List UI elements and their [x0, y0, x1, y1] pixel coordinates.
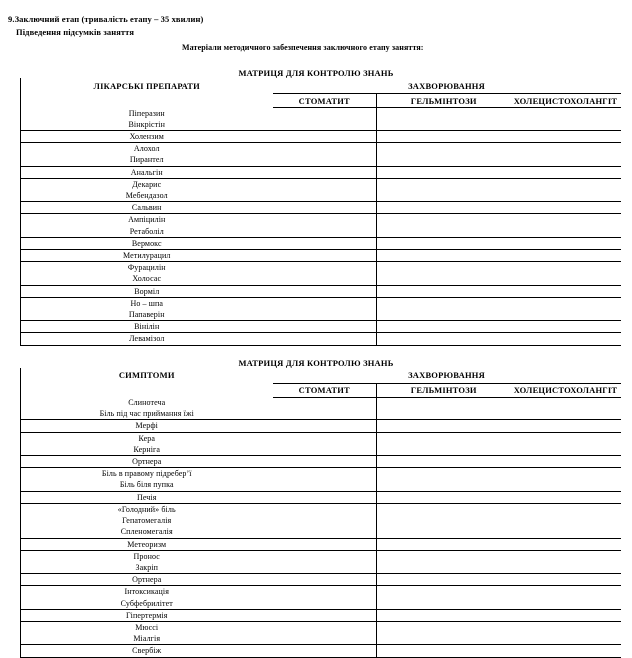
- symptoms-column-header-1: СТОМАТИТ: [273, 383, 377, 397]
- symptoms-group-header-label: ЗАХВОРЮВАННЯ: [273, 368, 621, 384]
- drugs-item-cell: [21, 166, 273, 178]
- symptoms-answer-cell-3[interactable]: [511, 456, 621, 468]
- table-row: [21, 321, 621, 333]
- symptoms-item-label: Пронос: [133, 551, 160, 561]
- table-row: [21, 202, 621, 214]
- drugs-item-label: Алохол: [133, 144, 160, 154]
- symptoms-item-label: Ортнера: [132, 457, 162, 467]
- symptoms-answer-cell-1[interactable]: [273, 420, 377, 432]
- table-row: [21, 432, 621, 455]
- drugs-item-label: Сальвин: [131, 203, 162, 213]
- table-row: [21, 333, 621, 345]
- symptoms-matrix-body: [21, 368, 621, 657]
- symptoms-answer-cell-3[interactable]: [511, 609, 621, 621]
- symptoms-answer-cell-3[interactable]: [511, 645, 621, 657]
- symptoms-item-label: Біль біля пупка: [119, 480, 174, 490]
- drugs-column-header-3: ХОЛЕЦИСТОХОЛАНГІТ: [511, 94, 621, 108]
- symptoms-answer-cell-3[interactable]: [511, 586, 621, 609]
- symptoms-column-header-3: ХОЛЕЦИСТОХОЛАНГІТ: [511, 383, 621, 397]
- drugs-item-label: Но – шпа: [130, 298, 164, 308]
- symptoms-answer-cell-2[interactable]: [377, 574, 511, 586]
- drugs-answer-cell-3[interactable]: [511, 178, 621, 201]
- drugs-answer-cell-2[interactable]: [377, 178, 511, 201]
- symptoms-header-row-top: [21, 368, 621, 384]
- drugs-answer-cell-1[interactable]: [273, 249, 377, 261]
- symptoms-answer-cell-1[interactable]: [273, 621, 377, 644]
- drugs-item-label: Ретаболіл: [129, 226, 164, 236]
- symptoms-item-label: «Голодний» біль: [117, 504, 176, 514]
- drugs-answer-cell-3[interactable]: [511, 214, 621, 237]
- symptoms-item-cell: [21, 574, 273, 586]
- drugs-column-header-2: ГЕЛЬМІНТОЗИ: [377, 94, 511, 108]
- table-row: [21, 491, 621, 503]
- symptoms-item-cell: [21, 397, 273, 420]
- drugs-item-label: Левамізол: [129, 334, 165, 344]
- table-row: [21, 130, 621, 142]
- symptoms-item-label: Спленомегалія: [120, 527, 173, 537]
- drugs-answer-cell-3[interactable]: [511, 321, 621, 333]
- symptoms-answer-cell-1[interactable]: [273, 456, 377, 468]
- table-row: [21, 237, 621, 249]
- symptoms-answer-cell-3[interactable]: [511, 468, 621, 491]
- symptoms-answer-cell-1[interactable]: [273, 468, 377, 491]
- symptoms-item-label: Міалгія: [133, 634, 161, 644]
- table-row: [21, 550, 621, 573]
- symptoms-answer-cell-1[interactable]: [273, 645, 377, 657]
- drugs-answer-cell-1[interactable]: [273, 178, 377, 201]
- drugs-header-corner-cell: [21, 94, 273, 108]
- symptoms-answer-cell-2[interactable]: [377, 645, 511, 657]
- symptoms-item-label: Біль в правому підребер’ї: [101, 469, 192, 479]
- symptoms-item-label: Кера: [138, 433, 156, 443]
- subheading-lesson-summary: Підведення підсумків заняття: [16, 27, 135, 37]
- drugs-item-cell: [21, 262, 273, 285]
- table-row: [21, 166, 621, 178]
- symptoms-header-row-columns: [21, 383, 621, 397]
- table-row: [21, 214, 621, 237]
- symptoms-item-label: Ортнера: [132, 575, 162, 585]
- drugs-item-label: Декарис: [132, 179, 162, 189]
- drugs-item-label: Ампіцилін: [128, 215, 166, 225]
- symptoms-matrix-table: [20, 368, 621, 658]
- symptoms-item-cell: [21, 432, 273, 455]
- symptoms-answer-cell-1[interactable]: [273, 609, 377, 621]
- symptoms-item-label: Мюссі: [135, 622, 159, 632]
- subheading-methodical-materials: Матеріали методичного забезпечення заключного етапу заняття:: [182, 43, 424, 52]
- symptoms-item-cell: [21, 609, 273, 621]
- matrix-title-symptoms: МАТРИЦЯ ДЛЯ КОНТРОЛЮ ЗНАНЬ: [238, 357, 394, 368]
- drugs-answer-cell-1[interactable]: [273, 262, 377, 285]
- drugs-answer-cell-1[interactable]: [273, 108, 377, 131]
- drugs-item-label: Вінілін: [134, 322, 160, 332]
- symptoms-item-cell: [21, 586, 273, 609]
- drugs-answer-cell-2[interactable]: [377, 202, 511, 214]
- drugs-item-cell: [21, 108, 273, 131]
- drugs-answer-cell-2[interactable]: [377, 237, 511, 249]
- symptoms-answer-cell-1[interactable]: [273, 550, 377, 573]
- drugs-item-label: Холензим: [129, 131, 164, 141]
- drugs-header-row-columns: [21, 94, 621, 108]
- table-row: [21, 645, 621, 657]
- drugs-item-cell: [21, 285, 273, 297]
- drugs-answer-cell-3[interactable]: [511, 166, 621, 178]
- drugs-answer-cell-3[interactable]: [511, 130, 621, 142]
- symptoms-answer-cell-1[interactable]: [273, 538, 377, 550]
- table-row: [21, 538, 621, 550]
- drugs-matrix-body: [21, 78, 621, 345]
- drugs-answer-cell-3[interactable]: [511, 285, 621, 297]
- symptoms-answer-cell-2[interactable]: [377, 586, 511, 609]
- drugs-answer-cell-2[interactable]: [377, 143, 511, 166]
- symptoms-answer-cell-2[interactable]: [377, 621, 511, 644]
- drugs-matrix-table: [20, 78, 621, 346]
- drugs-item-label: Пирантел: [129, 155, 164, 165]
- drugs-item-cell: [21, 237, 273, 249]
- table-row: [21, 609, 621, 621]
- symptoms-item-label: Керніга: [133, 444, 161, 454]
- symptoms-answer-cell-2[interactable]: [377, 609, 511, 621]
- drugs-item-cell: [21, 202, 273, 214]
- drugs-answer-cell-2[interactable]: [377, 285, 511, 297]
- table-row: [21, 586, 621, 609]
- symptoms-item-cell: [21, 491, 273, 503]
- symptoms-answer-cell-2[interactable]: [377, 503, 511, 538]
- drugs-item-label: Анальгін: [130, 167, 163, 177]
- drugs-column-header-1: СТОМАТИТ: [273, 94, 377, 108]
- symptoms-item-label: Метеоризм: [127, 539, 167, 549]
- drugs-answer-cell-2[interactable]: [377, 249, 511, 261]
- table-row: [21, 262, 621, 285]
- drugs-answer-cell-2[interactable]: [377, 214, 511, 237]
- section-heading-final-stage: 9.Заключний етап (тривалість етапу – 35 хвилин): [8, 14, 204, 24]
- knowledge-matrix-symptoms: [0, 358, 632, 658]
- table-row: [21, 420, 621, 432]
- drugs-answer-cell-3[interactable]: [511, 108, 621, 131]
- symptoms-item-label: Гепатомегалія: [122, 516, 172, 526]
- drugs-answer-cell-3[interactable]: [511, 237, 621, 249]
- symptoms-item-cell: [21, 456, 273, 468]
- table-row: [21, 143, 621, 166]
- symptoms-answer-cell-2[interactable]: [377, 491, 511, 503]
- drugs-item-label: Вермокс: [131, 238, 162, 248]
- drugs-item-label: Холосас: [132, 274, 162, 284]
- drugs-item-label: Піперазин: [128, 108, 165, 118]
- symptoms-item-label: Субфебрилітет: [120, 598, 173, 608]
- drugs-item-label: Метилурацил: [122, 250, 171, 260]
- symptoms-item-label: Інтоксикація: [124, 587, 170, 597]
- drugs-item-label: Папаверін: [128, 309, 165, 319]
- symptoms-item-label: Свербіж: [132, 646, 162, 656]
- table-row: [21, 574, 621, 586]
- document-heading-block: [0, 0, 632, 52]
- symptoms-answer-cell-2[interactable]: [377, 456, 511, 468]
- drugs-answer-cell-3[interactable]: [511, 333, 621, 345]
- drugs-answer-cell-1[interactable]: [273, 297, 377, 320]
- table-row: [21, 397, 621, 420]
- symptoms-item-cell: [21, 468, 273, 491]
- table-row: [21, 178, 621, 201]
- symptoms-item-label: Закріп: [135, 562, 159, 572]
- drugs-answer-cell-2[interactable]: [377, 130, 511, 142]
- symptoms-answer-cell-2[interactable]: [377, 550, 511, 573]
- symptoms-row-header-label: СИМПТОМИ: [21, 368, 273, 384]
- drugs-header-row-top: [21, 78, 621, 94]
- symptoms-answer-cell-3[interactable]: [511, 432, 621, 455]
- drugs-answer-cell-3[interactable]: [511, 143, 621, 166]
- symptoms-answer-cell-3[interactable]: [511, 397, 621, 420]
- symptoms-item-cell: [21, 621, 273, 644]
- symptoms-item-label: Гіпертермія: [125, 610, 168, 620]
- drugs-item-cell: [21, 143, 273, 166]
- drugs-answer-cell-1[interactable]: [273, 166, 377, 178]
- symptoms-item-cell: [21, 503, 273, 538]
- drugs-answer-cell-1[interactable]: [273, 130, 377, 142]
- drugs-answer-cell-1[interactable]: [273, 143, 377, 166]
- drugs-item-cell: [21, 249, 273, 261]
- drugs-answer-cell-2[interactable]: [377, 262, 511, 285]
- drugs-answer-cell-3[interactable]: [511, 297, 621, 320]
- symptoms-item-cell: [21, 420, 273, 432]
- symptoms-item-label: Біль під час приймання їжі: [99, 409, 194, 419]
- symptoms-answer-cell-1[interactable]: [273, 491, 377, 503]
- drugs-item-label: Вормiл: [134, 286, 160, 296]
- symptoms-answer-cell-2[interactable]: [377, 468, 511, 491]
- drugs-item-cell: [21, 178, 273, 201]
- symptoms-answer-cell-2[interactable]: [377, 538, 511, 550]
- table-row: [21, 108, 621, 131]
- symptoms-answer-cell-2[interactable]: [377, 397, 511, 420]
- symptoms-item-cell: [21, 550, 273, 573]
- symptoms-answer-cell-3[interactable]: [511, 574, 621, 586]
- drugs-item-cell: [21, 321, 273, 333]
- symptoms-answer-cell-1[interactable]: [273, 574, 377, 586]
- drugs-group-header-label: ЗАХВОРЮВАННЯ: [273, 78, 621, 94]
- table-row: [21, 468, 621, 491]
- drugs-answer-cell-1[interactable]: [273, 285, 377, 297]
- drugs-item-cell: [21, 333, 273, 345]
- symptoms-answer-cell-1[interactable]: [273, 432, 377, 455]
- drugs-answer-cell-3[interactable]: [511, 262, 621, 285]
- symptoms-item-label: Мерфі: [135, 421, 158, 431]
- drugs-item-cell: [21, 214, 273, 237]
- drugs-answer-cell-2[interactable]: [377, 108, 511, 131]
- drugs-answer-cell-1[interactable]: [273, 333, 377, 345]
- symptoms-answer-cell-1[interactable]: [273, 397, 377, 420]
- symptoms-item-label: Слинотеча: [128, 398, 166, 408]
- drugs-answer-cell-1[interactable]: [273, 321, 377, 333]
- symptoms-answer-cell-2[interactable]: [377, 432, 511, 455]
- symptoms-answer-cell-1[interactable]: [273, 586, 377, 609]
- drugs-item-label: Мебендазол: [125, 190, 168, 200]
- symptoms-answer-cell-3[interactable]: [511, 420, 621, 432]
- symptoms-item-cell: [21, 645, 273, 657]
- table-row: [21, 621, 621, 644]
- symptoms-answer-cell-1[interactable]: [273, 503, 377, 538]
- symptoms-answer-cell-3[interactable]: [511, 550, 621, 573]
- drugs-answer-cell-1[interactable]: [273, 214, 377, 237]
- drugs-answer-cell-2[interactable]: [377, 166, 511, 178]
- drugs-answer-cell-1[interactable]: [273, 237, 377, 249]
- drugs-answer-cell-3[interactable]: [511, 202, 621, 214]
- drugs-answer-cell-2[interactable]: [377, 333, 511, 345]
- symptoms-answer-cell-2[interactable]: [377, 420, 511, 432]
- matrix-title-drugs: МАТРИЦЯ ДЛЯ КОНТРОЛЮ ЗНАНЬ: [238, 68, 394, 78]
- symptoms-item-label: Печія: [136, 492, 157, 502]
- symptoms-answer-cell-3[interactable]: [511, 491, 621, 503]
- drugs-answer-cell-2[interactable]: [377, 321, 511, 333]
- symptoms-answer-cell-3[interactable]: [511, 538, 621, 550]
- drugs-item-cell: [21, 130, 273, 142]
- drugs-answer-cell-3[interactable]: [511, 249, 621, 261]
- knowledge-matrix-drugs: [0, 68, 632, 346]
- symptoms-item-cell: [21, 538, 273, 550]
- drugs-item-label: Вінкрістін: [128, 119, 165, 129]
- symptoms-column-header-2: ГЕЛЬМІНТОЗИ: [377, 383, 511, 397]
- drugs-item-cell: [21, 297, 273, 320]
- table-row: [21, 456, 621, 468]
- table-row: [21, 297, 621, 320]
- symptoms-header-corner-cell: [21, 383, 273, 397]
- drugs-answer-cell-2[interactable]: [377, 297, 511, 320]
- drugs-answer-cell-1[interactable]: [273, 202, 377, 214]
- symptoms-answer-cell-3[interactable]: [511, 503, 621, 538]
- table-row: [21, 285, 621, 297]
- drugs-row-header-label: ЛІКАРСЬКІ ПРЕПАРАТИ: [21, 78, 273, 94]
- drugs-item-label: Фурацилін: [127, 263, 166, 273]
- symptoms-answer-cell-3[interactable]: [511, 621, 621, 644]
- table-row: [21, 503, 621, 538]
- table-row: [21, 249, 621, 261]
